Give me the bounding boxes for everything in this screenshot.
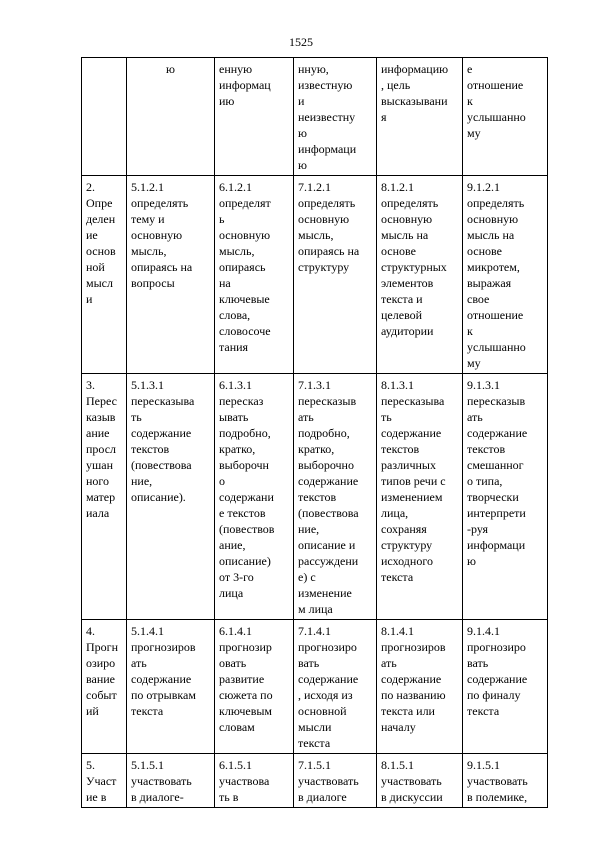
- table-cell: 2. Опре делен ие основ ной мысл и: [82, 176, 127, 374]
- table-cell: 5.1.3.1 пересказыва ть содержание текстов (повествова ние, описание).: [127, 374, 215, 620]
- table-cell: 6.1.4.1 прогнозир овать развитие сюжета по ключевым словам: [215, 620, 294, 754]
- table-cell: 7.1.4.1 прогнозиро вать содержание , исходя из основной мысли текста: [294, 620, 377, 754]
- table-cell: 8.1.2.1 определять основную мысль на основе структурных элементов текста и целевой аудитории: [377, 176, 463, 374]
- table-cell: 8.1.5.1 участвовать в дискуссии: [377, 754, 463, 808]
- table-cell: е отношение к услышанно му: [463, 58, 548, 176]
- table-cell: 3. Перес казыв ание просл ушан ного матер иала: [82, 374, 127, 620]
- table-row: [82, 176, 548, 374]
- table-row: [82, 374, 548, 620]
- table-cell: нную, известную и неизвестну ю информаци ю: [294, 58, 377, 176]
- table-cell: 4. Прогн озиро вание событ ий: [82, 620, 127, 754]
- table-row: [82, 754, 548, 808]
- table-cell: 5.1.5.1 участвовать в диалоге-: [127, 754, 215, 808]
- table-cell: 7.1.5.1 участвовать в диалоге: [294, 754, 377, 808]
- page-number: 1525: [289, 35, 313, 49]
- table-cell: 9.1.2.1 определять основную мысль на основе микротем, выражая свое отношение к услышанно му: [463, 176, 548, 374]
- table-cell: информацию , цель высказывани я: [377, 58, 463, 176]
- table-cell: 9.1.5.1 участвовать в полемике,: [463, 754, 548, 808]
- table-cell: 5. Участ ие в: [82, 754, 127, 808]
- table-cell: 6.1.2.1 определят ь основную мысль, опираясь на ключевые слова, словосоче тания: [215, 176, 294, 374]
- table-row: [82, 58, 548, 176]
- table-cell: ю: [127, 58, 215, 176]
- table-cell: [82, 58, 127, 176]
- table-cell: 7.1.2.1 определять основную мысль, опираясь на структуру: [294, 176, 377, 374]
- table-cell: 9.1.3.1 пересказыв ать содержание текстов смешанног о типа, творчески интерпрети -руя информаци ю: [463, 374, 548, 620]
- table-cell: 6.1.3.1 пересказ ывать подробно, кратко, выборочн о содержани е текстов (повествов ание, описание) от 3-го лица: [215, 374, 294, 620]
- curriculum-table: [81, 57, 548, 808]
- table-cell: 9.1.4.1 прогнозиро вать содержание по финалу текста: [463, 620, 548, 754]
- table-cell: 8.1.4.1 прогнозиров ать содержание по названию текста или началу: [377, 620, 463, 754]
- table-cell: 5.1.2.1 определять тему и основную мысль, опираясь на вопросы: [127, 176, 215, 374]
- table-cell: 8.1.3.1 пересказыва ть содержание текстов различных типов речи с изменением лица, сохраняя структуру исходного текста: [377, 374, 463, 620]
- table-cell: 7.1.3.1 пересказыв ать подробно, кратко, выборочно содержание текстов (повествова ние, описание и рассуждени е) с изменение м лица: [294, 374, 377, 620]
- table-row: [82, 620, 548, 754]
- table-cell: енную информац ию: [215, 58, 294, 176]
- table-cell: 6.1.5.1 участвова ть в: [215, 754, 294, 808]
- table-cell: 5.1.4.1 прогнозиров ать содержание по отрывкам текста: [127, 620, 215, 754]
